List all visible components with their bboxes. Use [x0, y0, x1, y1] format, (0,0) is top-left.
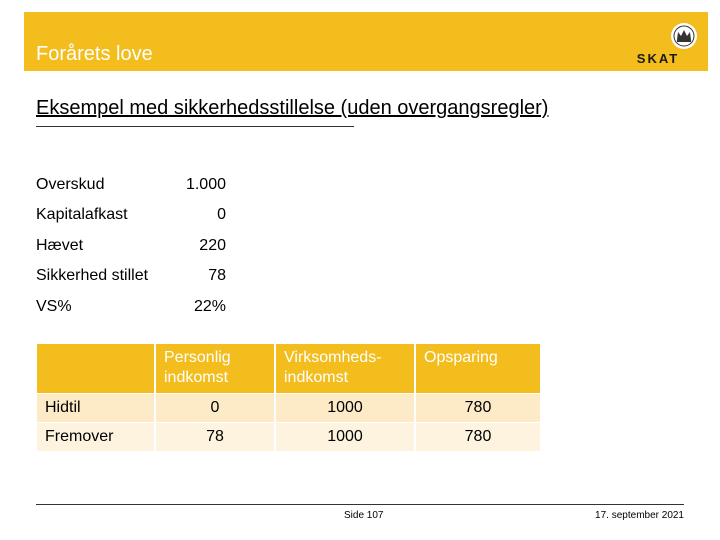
table-cell: 0	[156, 394, 274, 422]
figure-value-vs: 22%	[193, 298, 226, 315]
table-row-label-fremover: Fremover	[37, 423, 154, 451]
figure-label-overskud: Overskud	[36, 176, 105, 193]
table-header-opsparing: Opsparing	[416, 344, 540, 393]
logo-text: SKAT	[636, 51, 680, 66]
figure-label-haevet: Hævet	[36, 237, 84, 254]
figure-value-haevet: 220	[199, 237, 226, 254]
subtitle-divider	[36, 126, 354, 127]
table-cell: 78	[156, 423, 274, 451]
figure-label-kapitalafkast: Kapitalafkast	[36, 206, 128, 223]
figure-value-sikkerhed: 78	[208, 267, 226, 284]
figure-value-kapitalafkast: 0	[217, 206, 226, 223]
skat-logo	[612, 16, 704, 66]
page-number: Side 107	[344, 510, 384, 521]
table-cell: 1000	[276, 394, 414, 422]
figure-label-vs: VS%	[36, 298, 72, 315]
table-cell: 1000	[276, 423, 414, 451]
table-header-personlig: Personlig indkomst	[156, 344, 274, 393]
page-subtitle: Eksempel med sikkerhedsstillelse (uden overgangsregler)	[36, 97, 549, 119]
figure-label-sikkerhed: Sikkerhed stillet	[36, 267, 149, 284]
footer-divider	[36, 504, 684, 505]
header-title: Forårets love	[36, 43, 153, 65]
table-header-virksomhed: Virksomheds-indkomst	[276, 344, 414, 393]
table-cell: 780	[416, 394, 540, 422]
table-row-label-hidtil: Hidtil	[37, 394, 154, 422]
footer-date: 17. september 2021	[595, 510, 684, 521]
table-header-empty	[37, 344, 154, 393]
table-cell: 780	[416, 423, 540, 451]
figure-value-overskud: 1.000	[185, 176, 226, 193]
